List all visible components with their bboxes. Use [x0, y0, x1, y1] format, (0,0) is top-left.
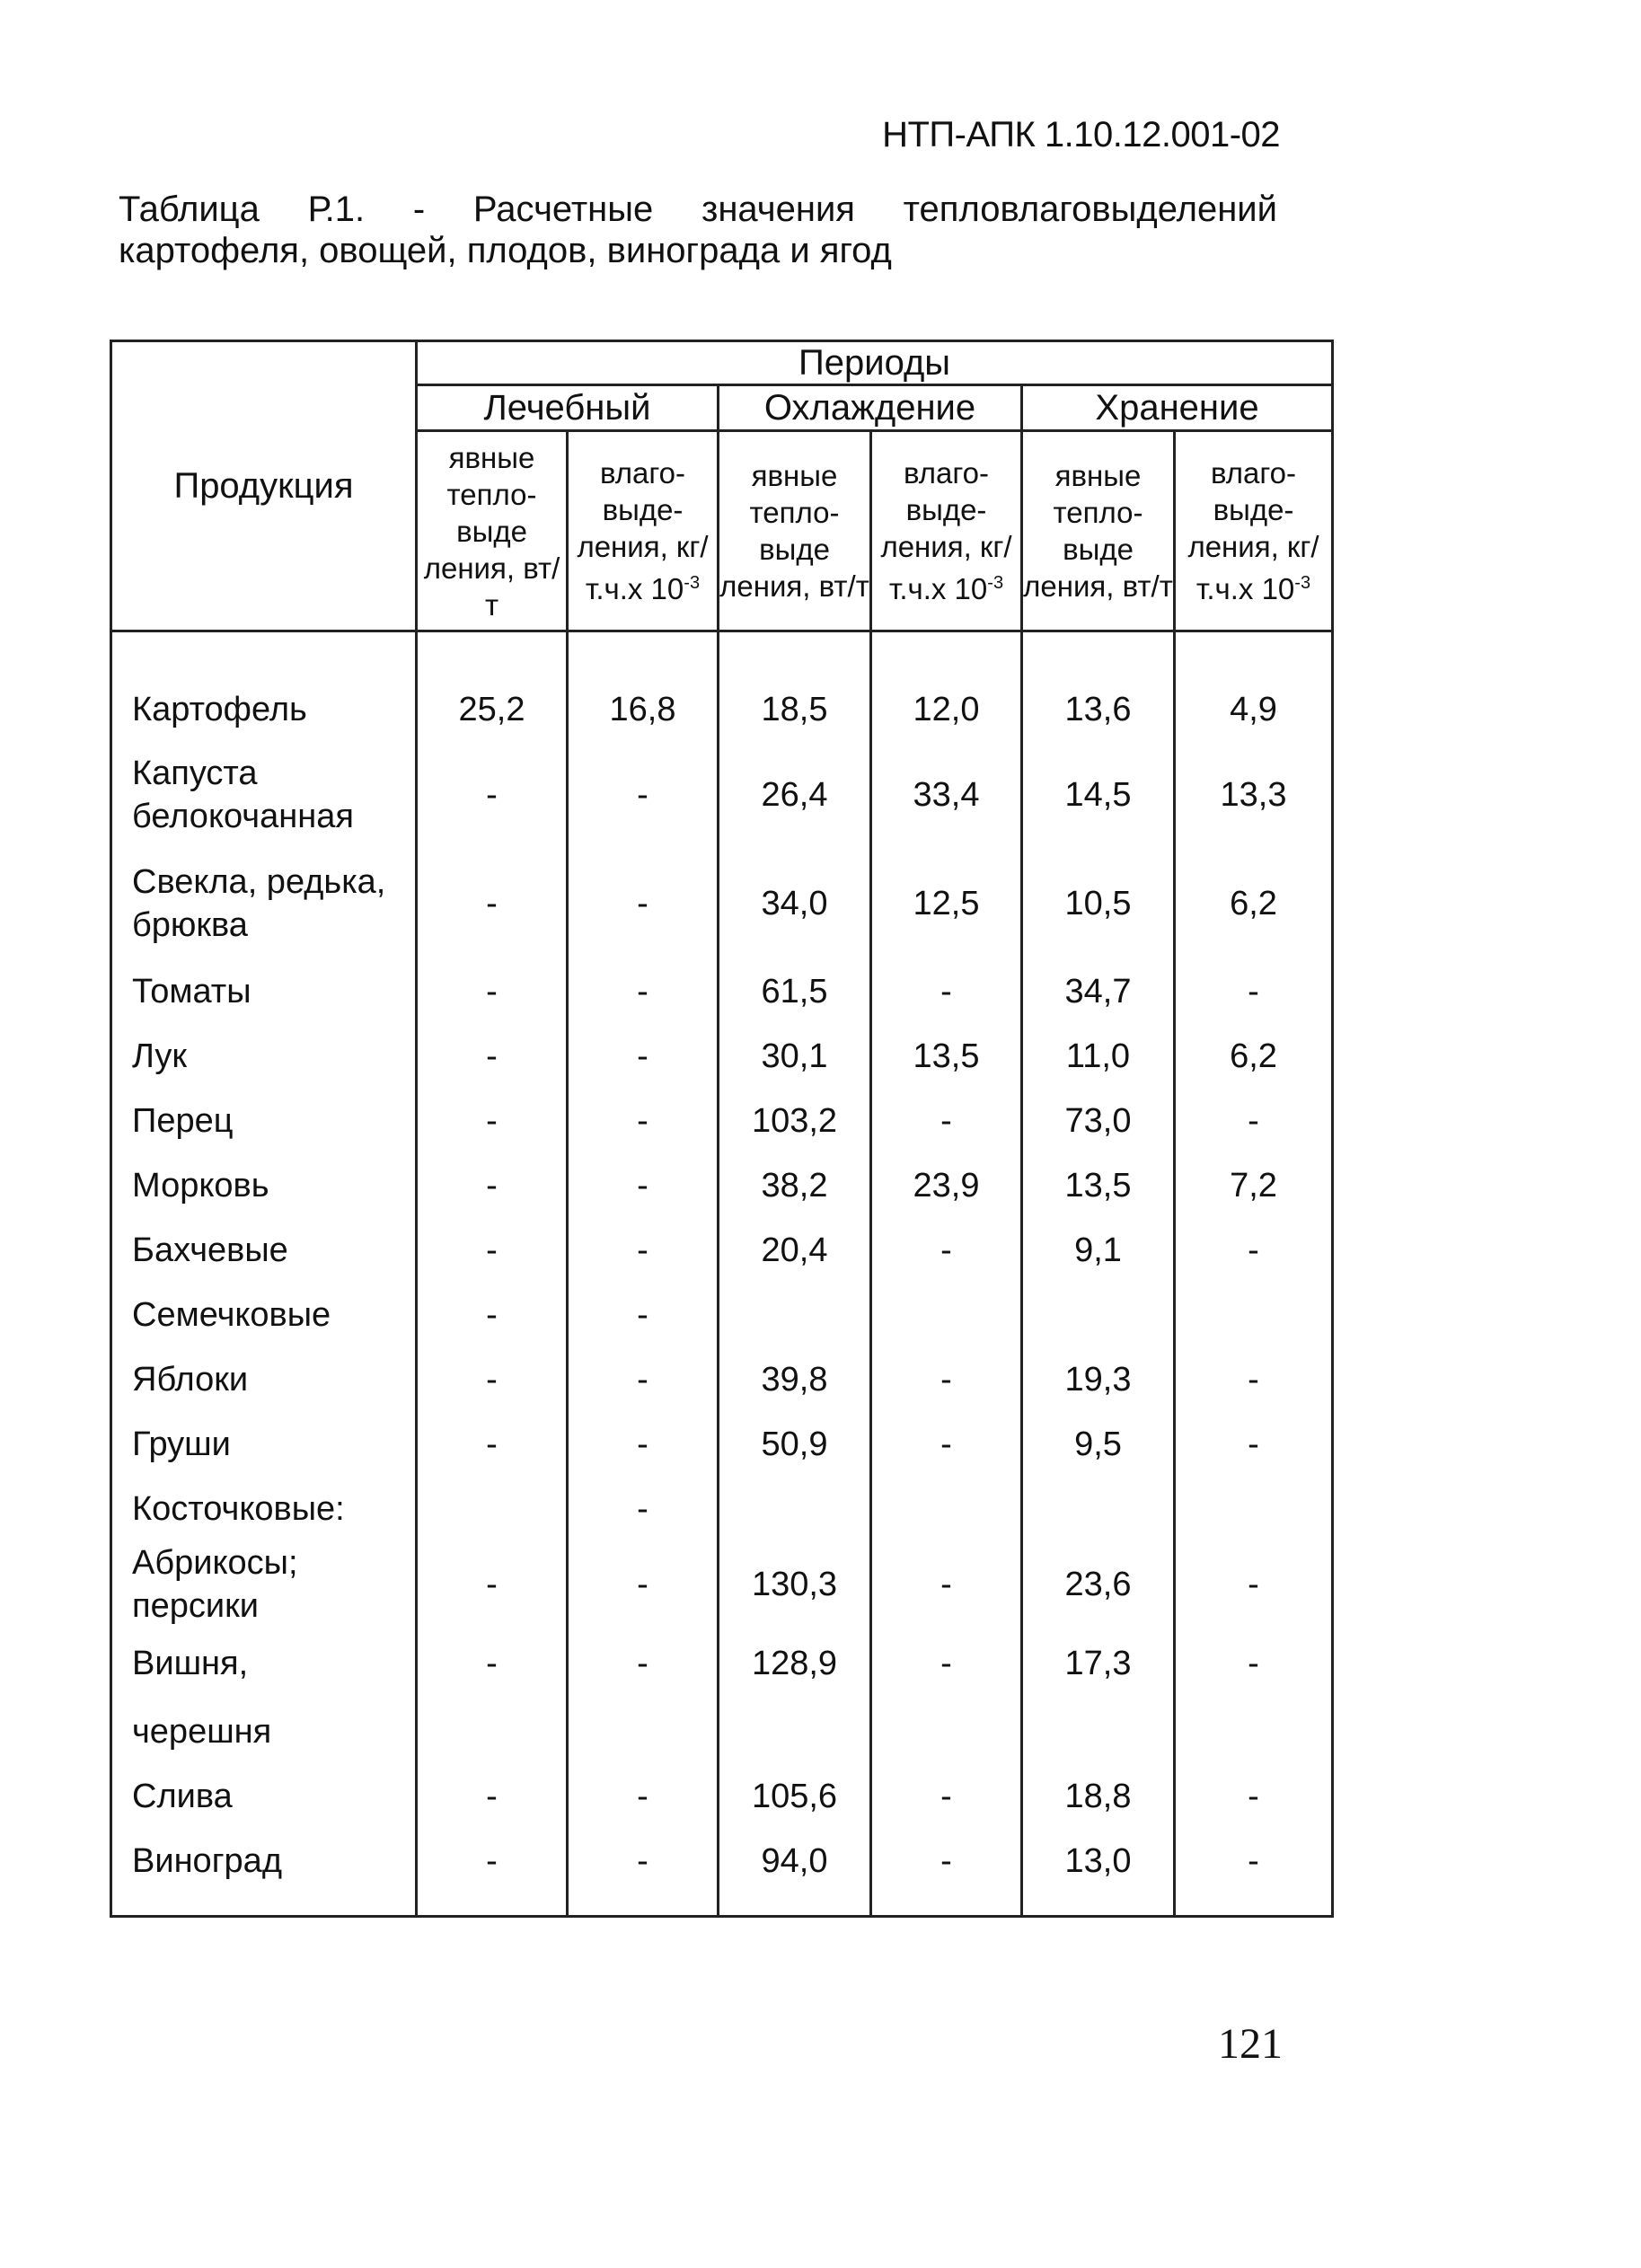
period-header-cooling: Охлаждение: [719, 385, 1022, 431]
value-cell: -: [568, 1412, 719, 1477]
product-name: Картофель: [111, 677, 417, 742]
value-cell: -: [1175, 1829, 1333, 1893]
value-cell: 34,7: [1022, 959, 1175, 1024]
value-cell: -: [568, 1541, 719, 1628]
value-cell: 94,0: [719, 1829, 871, 1893]
product-name: Бахчевые: [111, 1218, 417, 1283]
document-code: НТП-АПК 1.10.12.001-02: [882, 115, 1280, 154]
table-row: [111, 1477, 1333, 1541]
value-cell: -: [568, 1218, 719, 1283]
table-row: [111, 1283, 1333, 1347]
table-bottom-row: [111, 1893, 1333, 1917]
subheader-heat: явные тепло-выде ления, вт/т: [719, 431, 871, 631]
value-cell: -: [568, 1153, 719, 1218]
value-cell: 50,9: [719, 1412, 871, 1477]
value-cell: -: [1175, 959, 1333, 1024]
product-name: Груши: [111, 1412, 417, 1477]
value-cell: -: [568, 1764, 719, 1829]
value-cell: 16,8: [568, 677, 719, 742]
value-cell: 103,2: [719, 1089, 871, 1153]
value-cell: [1175, 1699, 1333, 1764]
value-cell: 25,2: [417, 677, 568, 742]
value-cell: -: [871, 1628, 1022, 1699]
value-cell: -: [871, 959, 1022, 1024]
value-cell: 9,5: [1022, 1412, 1175, 1477]
value-cell: 20,4: [719, 1218, 871, 1283]
value-cell: 23,6: [1022, 1541, 1175, 1628]
table-body: [111, 631, 1333, 1917]
table-spacer-row: [111, 631, 1333, 678]
value-cell: -: [1175, 1347, 1333, 1412]
value-cell: -: [568, 1089, 719, 1153]
table-row: [111, 1628, 1333, 1699]
table-row: [111, 1699, 1333, 1764]
value-cell: [1175, 1477, 1333, 1541]
value-cell: [1175, 1283, 1333, 1347]
value-cell: -: [417, 1347, 568, 1412]
value-cell: -: [568, 1477, 719, 1541]
value-cell: 18,8: [1022, 1764, 1175, 1829]
value-cell: -: [417, 1283, 568, 1347]
value-cell: [871, 1477, 1022, 1541]
value-cell: [719, 1283, 871, 1347]
value-cell: -: [568, 1283, 719, 1347]
value-cell: -: [417, 1153, 568, 1218]
value-cell: 61,5: [719, 959, 871, 1024]
product-name: Томаты: [111, 959, 417, 1024]
value-cell: 9,1: [1022, 1218, 1175, 1283]
value-cell: -: [417, 848, 568, 959]
value-cell: 105,6: [719, 1764, 871, 1829]
value-cell: -: [871, 1829, 1022, 1893]
value-cell: 13,6: [1022, 677, 1175, 742]
product-name: Свекла, редька, брюква: [111, 848, 417, 959]
value-cell: -: [417, 1628, 568, 1699]
value-cell: 4,9: [1175, 677, 1333, 742]
value-cell: [871, 1699, 1022, 1764]
value-cell: -: [417, 742, 568, 848]
value-cell: 12,5: [871, 848, 1022, 959]
value-cell: -: [1175, 1218, 1333, 1283]
table-row: [111, 1347, 1333, 1412]
value-cell: 130,3: [719, 1541, 871, 1628]
product-name: Абрикосы; персики: [111, 1541, 417, 1628]
value-cell: [871, 1283, 1022, 1347]
value-cell: 128,9: [719, 1628, 871, 1699]
value-cell: [568, 1699, 719, 1764]
value-cell: -: [1175, 1628, 1333, 1699]
product-name: Перец: [111, 1089, 417, 1153]
value-cell: -: [871, 1412, 1022, 1477]
table-row: [111, 848, 1333, 959]
value-cell: -: [568, 742, 719, 848]
value-cell: 10,5: [1022, 848, 1175, 959]
table-row: [111, 742, 1333, 848]
value-cell: 6,2: [1175, 1024, 1333, 1089]
product-name: Слива: [111, 1764, 417, 1829]
value-cell: [417, 1699, 568, 1764]
value-cell: -: [417, 1218, 568, 1283]
value-cell: [719, 1477, 871, 1541]
value-cell: -: [417, 1089, 568, 1153]
product-name: Виноград: [111, 1829, 417, 1893]
value-cell: 17,3: [1022, 1628, 1175, 1699]
value-cell: [1022, 1283, 1175, 1347]
table-row: [111, 1412, 1333, 1477]
value-cell: -: [417, 959, 568, 1024]
product-name: Морковь: [111, 1153, 417, 1218]
period-header-storage: Хранение: [1022, 385, 1333, 431]
product-name: Лук: [111, 1024, 417, 1089]
value-cell: 14,5: [1022, 742, 1175, 848]
value-cell: -: [871, 1541, 1022, 1628]
subheader-moisture: влаго-выде-ления, кг/т.ч.х $10^{-3}$: [568, 431, 719, 631]
value-cell: -: [568, 1024, 719, 1089]
value-cell: [1022, 1477, 1175, 1541]
column-header-product: Продукция: [111, 341, 417, 631]
value-cell: -: [1175, 1089, 1333, 1153]
value-cell: -: [417, 1541, 568, 1628]
caption-line-1: Таблица Р.1. - Расчетные значения тепловлаговыделений: [119, 190, 1277, 229]
value-cell: -: [1175, 1412, 1333, 1477]
value-cell: 13,3: [1175, 742, 1333, 848]
value-cell: [1022, 1699, 1175, 1764]
subheader-moisture: влаго-выде-ления, кг/т.ч.х $10^{-3}$: [871, 431, 1022, 631]
value-cell: 34,0: [719, 848, 871, 959]
thermal-moisture-table: [110, 340, 1334, 1918]
table-row: [111, 677, 1333, 742]
value-cell: -: [417, 1764, 568, 1829]
table-caption: [119, 189, 1277, 271]
value-cell: 23,9: [871, 1153, 1022, 1218]
product-name: Вишня,: [111, 1628, 417, 1699]
value-cell: 73,0: [1022, 1089, 1175, 1153]
value-cell: 18,5: [719, 677, 871, 742]
value-cell: -: [417, 1024, 568, 1089]
value-cell: 30,1: [719, 1024, 871, 1089]
table-row: [111, 1024, 1333, 1089]
value-cell: 13,5: [871, 1024, 1022, 1089]
value-cell: [719, 1699, 871, 1764]
page-number: 121: [1218, 2020, 1283, 2068]
product-name: Яблоки: [111, 1347, 417, 1412]
product-name: Капуста белокочанная: [111, 742, 417, 848]
value-cell: -: [568, 1347, 719, 1412]
value-cell: -: [871, 1218, 1022, 1283]
value-cell: 6,2: [1175, 848, 1333, 959]
subheader-heat: явные тепло-выде ления, вт/т: [417, 431, 568, 631]
product-name: Семечковые: [111, 1283, 417, 1347]
value-cell: -: [568, 1628, 719, 1699]
value-cell: -: [568, 959, 719, 1024]
value-cell: -: [1175, 1541, 1333, 1628]
value-cell: 39,8: [719, 1347, 871, 1412]
value-cell: [417, 1477, 568, 1541]
table-row: [111, 1764, 1333, 1829]
table-row: [111, 1089, 1333, 1153]
value-cell: -: [568, 848, 719, 959]
value-cell: -: [871, 1089, 1022, 1153]
subheader-moisture: влаго-выде-ления, кг/т.ч.х $10^{-3}$: [1175, 431, 1333, 631]
value-cell: 12,0: [871, 677, 1022, 742]
table-row: [111, 1541, 1333, 1628]
value-cell: 13,5: [1022, 1153, 1175, 1218]
value-cell: 26,4: [719, 742, 871, 848]
value-cell: 33,4: [871, 742, 1022, 848]
value-cell: -: [1175, 1764, 1333, 1829]
value-cell: -: [568, 1829, 719, 1893]
column-header-periods: Периоды: [417, 341, 1333, 385]
value-cell: -: [417, 1412, 568, 1477]
value-cell: 38,2: [719, 1153, 871, 1218]
value-cell: 13,0: [1022, 1829, 1175, 1893]
product-name: Косточковые:: [111, 1477, 417, 1541]
table-row: [111, 1153, 1333, 1218]
value-cell: -: [871, 1347, 1022, 1412]
table-row: [111, 1829, 1333, 1893]
period-header-treatment: Лечебный: [417, 385, 719, 431]
value-cell: -: [417, 1829, 568, 1893]
value-cell: -: [871, 1764, 1022, 1829]
value-cell: 7,2: [1175, 1153, 1333, 1218]
value-cell: 11,0: [1022, 1024, 1175, 1089]
caption-line-2: картофеля, овощей, плодов, винограда и ягод: [119, 231, 892, 270]
subheader-heat: явные тепло-выде ления, вт/т: [1022, 431, 1175, 631]
product-name: черешня: [111, 1699, 417, 1764]
table-row: [111, 1218, 1333, 1283]
table-row: [111, 959, 1333, 1024]
value-cell: 19,3: [1022, 1347, 1175, 1412]
